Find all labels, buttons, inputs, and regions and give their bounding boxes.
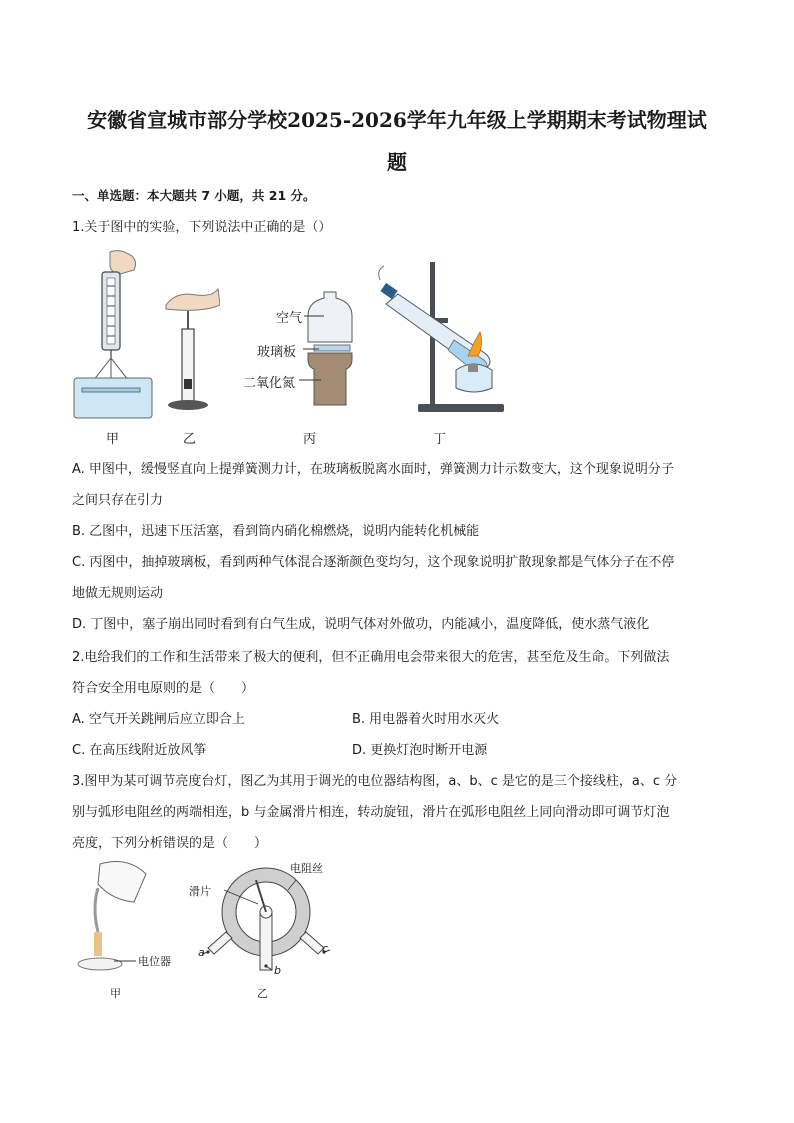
- terminal-c-label: c: [322, 942, 329, 955]
- q1-option-c-line1: C. 丙图中，抽掉玻璃板，看到两种气体混合逐渐颜色变均匀，这个现象说明扩散现象都是气体分子在不停: [72, 555, 675, 570]
- figure-label-yi: 乙: [183, 432, 197, 447]
- q2-stem-line1: 2.电给我们的工作和生活带来了极大的便利，但不正确用电会带来很大的危害，甚至危及生命。下列做法: [72, 650, 670, 665]
- figure-label-bing: 丙: [303, 432, 317, 447]
- figure-ding-test-tube: [376, 258, 508, 414]
- label-slider: 滑片: [189, 885, 211, 898]
- label-potentiometer: 电位器: [138, 955, 171, 968]
- q1-option-a-line1: A. 甲图中，缓慢竖直向上提弹簧测力计，在玻璃板脱离水面时，弹簧测力计示数变大，这个现象说明分子: [72, 462, 674, 477]
- figure-yi-fire-syringe: [164, 285, 220, 413]
- title-line-1: 安徽省宣城市部分学校2025-2026学年九年级上学期期末考试物理试: [87, 108, 707, 132]
- figure-yi-potentiometer: [196, 862, 336, 982]
- q2-option-c: C. 在高压线附近放风筝: [72, 743, 207, 758]
- q2-option-d: D. 更换灯泡时断开电源: [352, 743, 488, 758]
- q3-stem-line1: 3.图甲为某可调节亮度台灯，图乙为其用于调光的电位器结构图，a、b、c 是它的是三个接线柱，a、c 分: [72, 774, 678, 789]
- q1-option-c-line2: 地做无规则运动: [72, 586, 164, 601]
- label-resistor-wire: 电阻丝: [290, 862, 323, 875]
- figure-label-jia: 甲: [106, 432, 120, 447]
- title-line-2: 题: [387, 150, 407, 174]
- q2-option-a: A. 空气开关跳闸后应立即合上: [72, 712, 245, 727]
- q2-option-b: B. 用电器着火时用水灭火: [352, 712, 500, 727]
- section-heading: 一、单选题：本大题共 7 小题，共 21 分。: [72, 188, 316, 203]
- q1-option-d: D. 丁图中，塞子崩出同时看到有白气生成，说明气体对外做功，内能减小，温度降低，使水蒸气液化: [72, 617, 650, 632]
- label-air: 空气: [276, 311, 303, 326]
- label-glass-plate: 玻璃板: [257, 345, 297, 360]
- figure-jia-spring-scale: [72, 250, 154, 420]
- q1-option-a-line2: 之间只存在引力: [72, 493, 164, 508]
- terminal-b-label: b: [274, 964, 281, 977]
- q3-stem-line3: 亮度，下列分析错误的是（ ）: [72, 836, 268, 851]
- q2-stem-line2: 符合安全用电原则的是（ ）: [72, 681, 255, 696]
- label-no2: 二氧化氮: [243, 376, 296, 391]
- terminal-a-label: a: [198, 946, 205, 959]
- q1-stem: 1.关于图中的实验，下列说法中正确的是（）: [72, 220, 332, 235]
- q3-stem-line2: 别与弧形电阻丝的两端相连，b 与金属滑片相连，转动旋钮，滑片在弧形电阻丝上同向滑动即可调节灯泡: [72, 805, 670, 820]
- figure-label-ding: 丁: [433, 432, 447, 447]
- figure-label-q3-jia: 甲: [110, 987, 121, 1000]
- q1-option-b: B. 乙图中，迅速下压活塞，看到筒内硝化棉燃烧，说明内能转化机械能: [72, 524, 480, 539]
- figure-label-q3-yi: 乙: [257, 987, 268, 1000]
